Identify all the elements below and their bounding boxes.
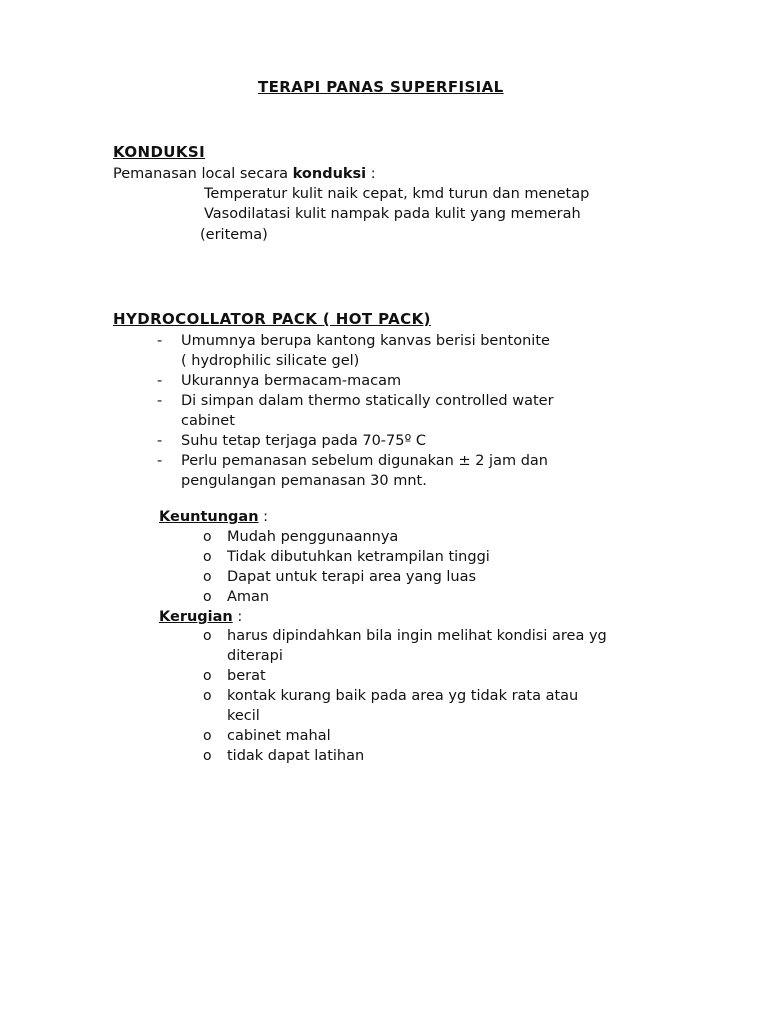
disadvantage-item: tidak dapat latihan: [227, 748, 365, 764]
kerugian-heading: [159, 607, 242, 627]
list-item: Umumnya berupa kantong kanvas berisi bentonite: [181, 333, 550, 349]
list-item: Suhu tetap terjaga pada 70-75º C: [181, 433, 427, 449]
circle-bullet: o: [203, 628, 212, 644]
konduksi-intro-prefix: Pemanasan local secara: [113, 166, 293, 182]
circle-bullet: o: [203, 748, 212, 764]
advantage-item: Mudah penggunaannya: [227, 529, 399, 545]
disadvantage-item: berat: [227, 668, 266, 684]
circle-bullet: o: [203, 529, 212, 545]
advantage-item: Aman: [227, 589, 270, 605]
kerugian-label: Kerugian: [159, 609, 233, 625]
circle-bullet: o: [203, 569, 212, 585]
konduksi-intro-bold: konduksi: [292, 166, 367, 182]
hydrocollator-heading: HYDROCOLLATOR PACK ( HOT PACK): [113, 310, 431, 328]
konduksi-line: (eritema): [200, 227, 268, 243]
advantage-item: Dapat untuk terapi area yang luas: [227, 569, 477, 585]
disadvantage-item: kontak kurang baik pada area yg tidak rata atau: [227, 688, 579, 704]
konduksi-line: Temperatur kulit naik cepat, kmd turun dan menetap: [204, 186, 590, 202]
disadvantage-item: cabinet mahal: [227, 728, 331, 744]
dash-bullet: -: [157, 373, 163, 389]
dash-bullet: -: [157, 433, 163, 449]
circle-bullet: o: [203, 549, 212, 565]
list-item: Perlu pemanasan sebelum digunakan ± 2 jam dan: [181, 453, 548, 469]
advantage-item: Tidak dibutuhkan ketrampilan tinggi: [227, 549, 490, 565]
disadvantage-item: harus dipindahkan bila ingin melihat kondisi area yg: [227, 628, 607, 644]
konduksi-line: Vasodilatasi kulit nampak pada kulit yang memerah: [204, 206, 581, 222]
dash-bullet: -: [157, 393, 163, 409]
document-title: TERAPI PANAS SUPERFISIAL: [258, 78, 504, 96]
kerugian-colon: :: [232, 609, 243, 625]
list-item: Ukurannya bermacam-macam: [181, 373, 402, 389]
list-item-continuation: cabinet: [181, 413, 235, 429]
list-item: Di simpan dalam thermo statically controlled water: [181, 393, 554, 409]
circle-bullet: o: [203, 668, 212, 684]
dash-bullet: -: [157, 453, 163, 469]
konduksi-heading: KONDUKSI: [113, 143, 206, 161]
list-item-continuation: pengulangan pemanasan 30 mnt.: [181, 473, 427, 489]
dash-bullet: -: [157, 333, 163, 349]
keuntungan-colon: :: [258, 509, 269, 525]
circle-bullet: o: [203, 728, 212, 744]
circle-bullet: o: [203, 589, 212, 605]
keuntungan-heading: [159, 507, 268, 527]
list-item-continuation: ( hydrophilic silicate gel): [181, 353, 360, 369]
keuntungan-label: Keuntungan: [159, 509, 259, 525]
konduksi-intro-suffix: :: [366, 166, 376, 182]
disadvantage-item-continuation: kecil: [227, 708, 260, 724]
circle-bullet: o: [203, 688, 212, 704]
konduksi-intro: [113, 164, 376, 184]
disadvantage-item-continuation: diterapi: [227, 648, 283, 664]
